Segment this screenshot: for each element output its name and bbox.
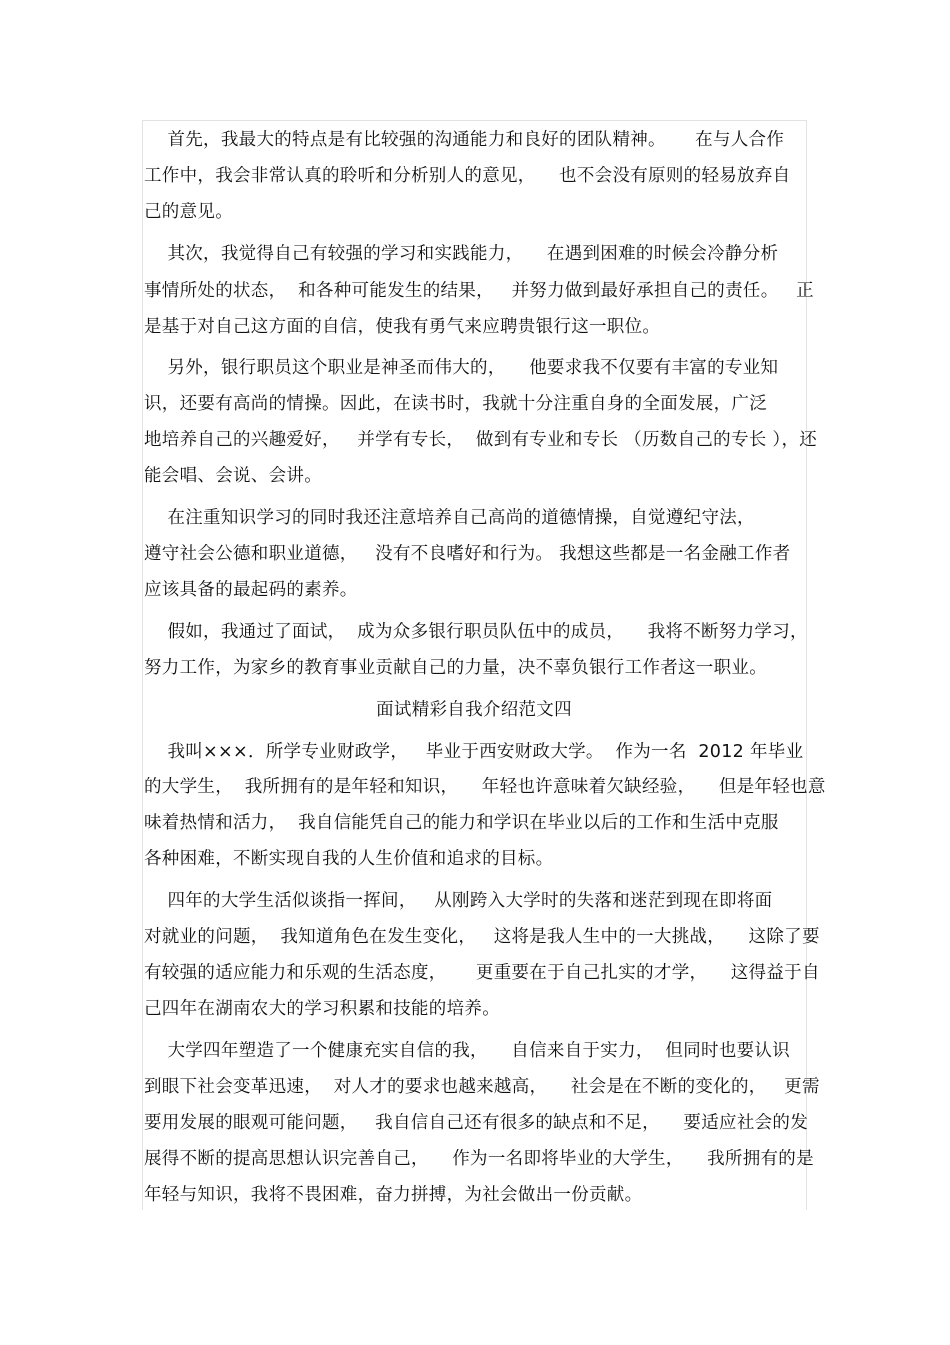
paragraph-line: 应该具备的最起码的素养。 — [144, 580, 358, 600]
paragraph-line: 四年的大学生活似谈指一挥间， 从刚跨入大学时的失落和迷茫到现在即将面 — [144, 891, 773, 911]
paragraph-line: 地培养自己的兴趣爱好， 并学有专长， 做到有专业和专长 （历数自己的专长 ），还 — [144, 430, 818, 450]
paragraph-line: 在注重知识学习的同时我还注意培养自己高尚的道德情操，自觉遵纪守法， — [144, 508, 755, 528]
paragraph-line: 是基于对自己这方面的自信，使我有勇气来应聘贵银行这一职位。 — [144, 317, 661, 337]
paragraph-line: 各种困难，不断实现自我的人生价值和追求的目标。 — [144, 849, 554, 869]
paragraph-line: 己四年在湖南农大的学习积累和技能的培养。 — [144, 999, 500, 1019]
paragraph-line: 味着热情和活力， 我自信能凭自己的能力和学识在毕业以后的工作和生活中克服 — [144, 813, 779, 833]
paragraph-line: 年轻与知识，我将不畏困难，奋力拼搏，为社会做出一份贡献。 — [144, 1185, 643, 1205]
paragraph-line: 我叫×××．所学专业财政学， 毕业于西安财政大学。 作为一名 2012 年毕业 — [144, 742, 804, 762]
paragraph-line: 的大学生， 我所拥有的是年轻和知识， 年轻也许意味着欠缺经验， 但是年轻也意 — [144, 777, 826, 797]
paragraph-line: 对就业的问题， 我知道角色在发生变化， 这将是我人生中的一大挑战， 这除了要 — [144, 927, 820, 947]
paragraph-line: 工作中，我会非常认真的聆听和分析别人的意见， 也不会没有原则的轻易放弃自 — [144, 166, 791, 186]
paragraph-line: 能会唱、会说、会讲。 — [144, 466, 322, 486]
paragraph-line: 另外，银行职员这个职业是神圣而伟大的， 他要求我不仅要有丰富的专业知 — [144, 358, 779, 378]
paragraph-line: 己的意见。 — [144, 202, 233, 222]
paragraph-line: 大学四年塑造了一个健康充实自信的我， 自信来自于实力， 但同时也要认识 — [144, 1041, 791, 1061]
section-heading: 面试精彩自我介绍范文四 — [376, 700, 572, 720]
paragraph-line: 事情所处的状态， 和各种可能发生的结果， 并努力做到最好承担自己的责任。 正 — [144, 281, 814, 301]
paragraph-line: 要用发展的眼观可能问题， 我自信自己还有很多的缺点和不足， 要适应社会的发 — [144, 1113, 809, 1133]
paragraph-line: 遵守社会公德和职业道德， 没有不良嗜好和行为。 我想这些都是一名金融工作者 — [144, 544, 791, 564]
paragraph-line: 到眼下社会变革迅速， 对人才的要求也越来越高， 社会是在不断的变化的， 更需 — [144, 1077, 820, 1097]
paragraph-line: 识，还要有高尚的情操。因此，在读书时，我就十分注重自身的全面发展，广泛 — [144, 394, 767, 414]
paragraph-line: 假如，我通过了面试， 成为众多银行职员队伍中的成员， 我将不断努力学习， — [144, 622, 808, 642]
paragraph-line: 其次，我觉得自己有较强的学习和实践能力， 在遇到困难的时候会冷静分析 — [144, 244, 779, 264]
paragraph-line: 努力工作，为家乡的教育事业贡献自己的力量，决不辜负银行工作者这一职业。 — [144, 658, 767, 678]
paragraph-line: 展得不断的提高思想认识完善自己， 作为一名即将毕业的大学生， 我所拥有的是 — [144, 1149, 814, 1169]
paragraph-line: 有较强的适应能力和乐观的生活态度， 更重要在于自己扎实的才学， 这得益于自 — [144, 963, 820, 983]
paragraph-line: 首先，我最大的特点是有比较强的沟通能力和良好的团队精神。 在与人合作 — [144, 130, 785, 150]
